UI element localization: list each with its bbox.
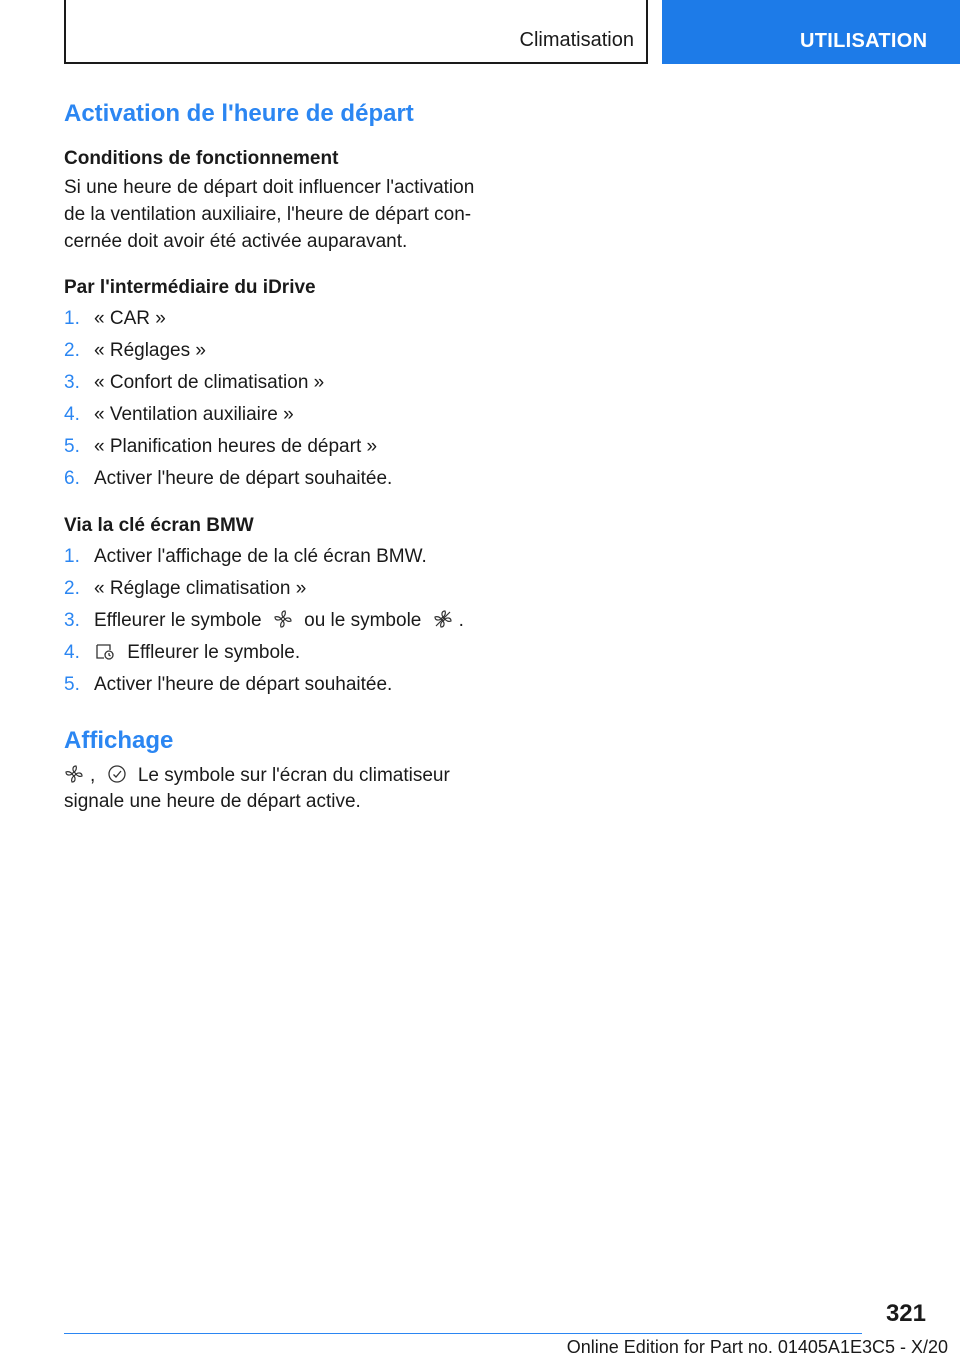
- conditions-text: Si une heure de départ doit influencer l'activation de la ventilation auxiliaire, l'heure de départ con-cernée doit avoir été activée auparavant.: [64, 177, 475, 252]
- activation-heading: Activation de l'heure de départ: [64, 100, 414, 127]
- timer-icon: [94, 641, 116, 661]
- footer-divider: [64, 1333, 862, 1334]
- header-chapter-tab: UTILISATION: [662, 0, 960, 64]
- fan-icon: [64, 764, 84, 784]
- page-content: [64, 100, 484, 837]
- list-item: 3. Effleurer le symbole ou le symbole .: [64, 610, 464, 631]
- key-heading: Via la clé écran BMW: [64, 515, 254, 536]
- header-section-title: Climatisation: [519, 29, 634, 51]
- display-text: , Le symbole sur l'écran du climatiseur signale une heure de départ active.: [64, 765, 450, 812]
- list-item: 1. Activer l'affichage de la clé écran BMW.: [64, 546, 427, 567]
- list-item: 6. Activer l'heure de départ souhaitée.: [64, 468, 393, 489]
- conditions-heading: Conditions de fonctionnement: [64, 148, 339, 169]
- header-frame: [64, 0, 648, 64]
- list-item: 2. « Réglages »: [64, 340, 206, 361]
- page-number: 321: [885, 1300, 926, 1327]
- list-item: 5. « Planification heures de départ »: [64, 436, 378, 457]
- idrive-heading: Par l'intermédiaire du iDrive: [64, 277, 316, 298]
- clock-icon: [107, 764, 127, 784]
- list-item: 4. « Ventilation auxiliaire »: [64, 404, 294, 425]
- key-steps: [64, 541, 484, 701]
- list-item: 4. Effleurer le symbole.: [64, 642, 301, 663]
- list-item: 1. « CAR »: [64, 308, 166, 329]
- fan-icon: [273, 609, 293, 629]
- fan-off-icon: [433, 609, 453, 629]
- list-item: 3. « Confort de climatisation »: [64, 372, 325, 393]
- list-item: 5. Activer l'heure de départ souhaitée.: [64, 674, 393, 695]
- display-heading: Affichage: [64, 727, 174, 754]
- idrive-steps: [64, 303, 484, 495]
- footer-edition: Online Edition for Part no. 01405A1E3C5 - X/20: [566, 1337, 948, 1357]
- list-item: 2. « Réglage climatisation »: [64, 578, 307, 599]
